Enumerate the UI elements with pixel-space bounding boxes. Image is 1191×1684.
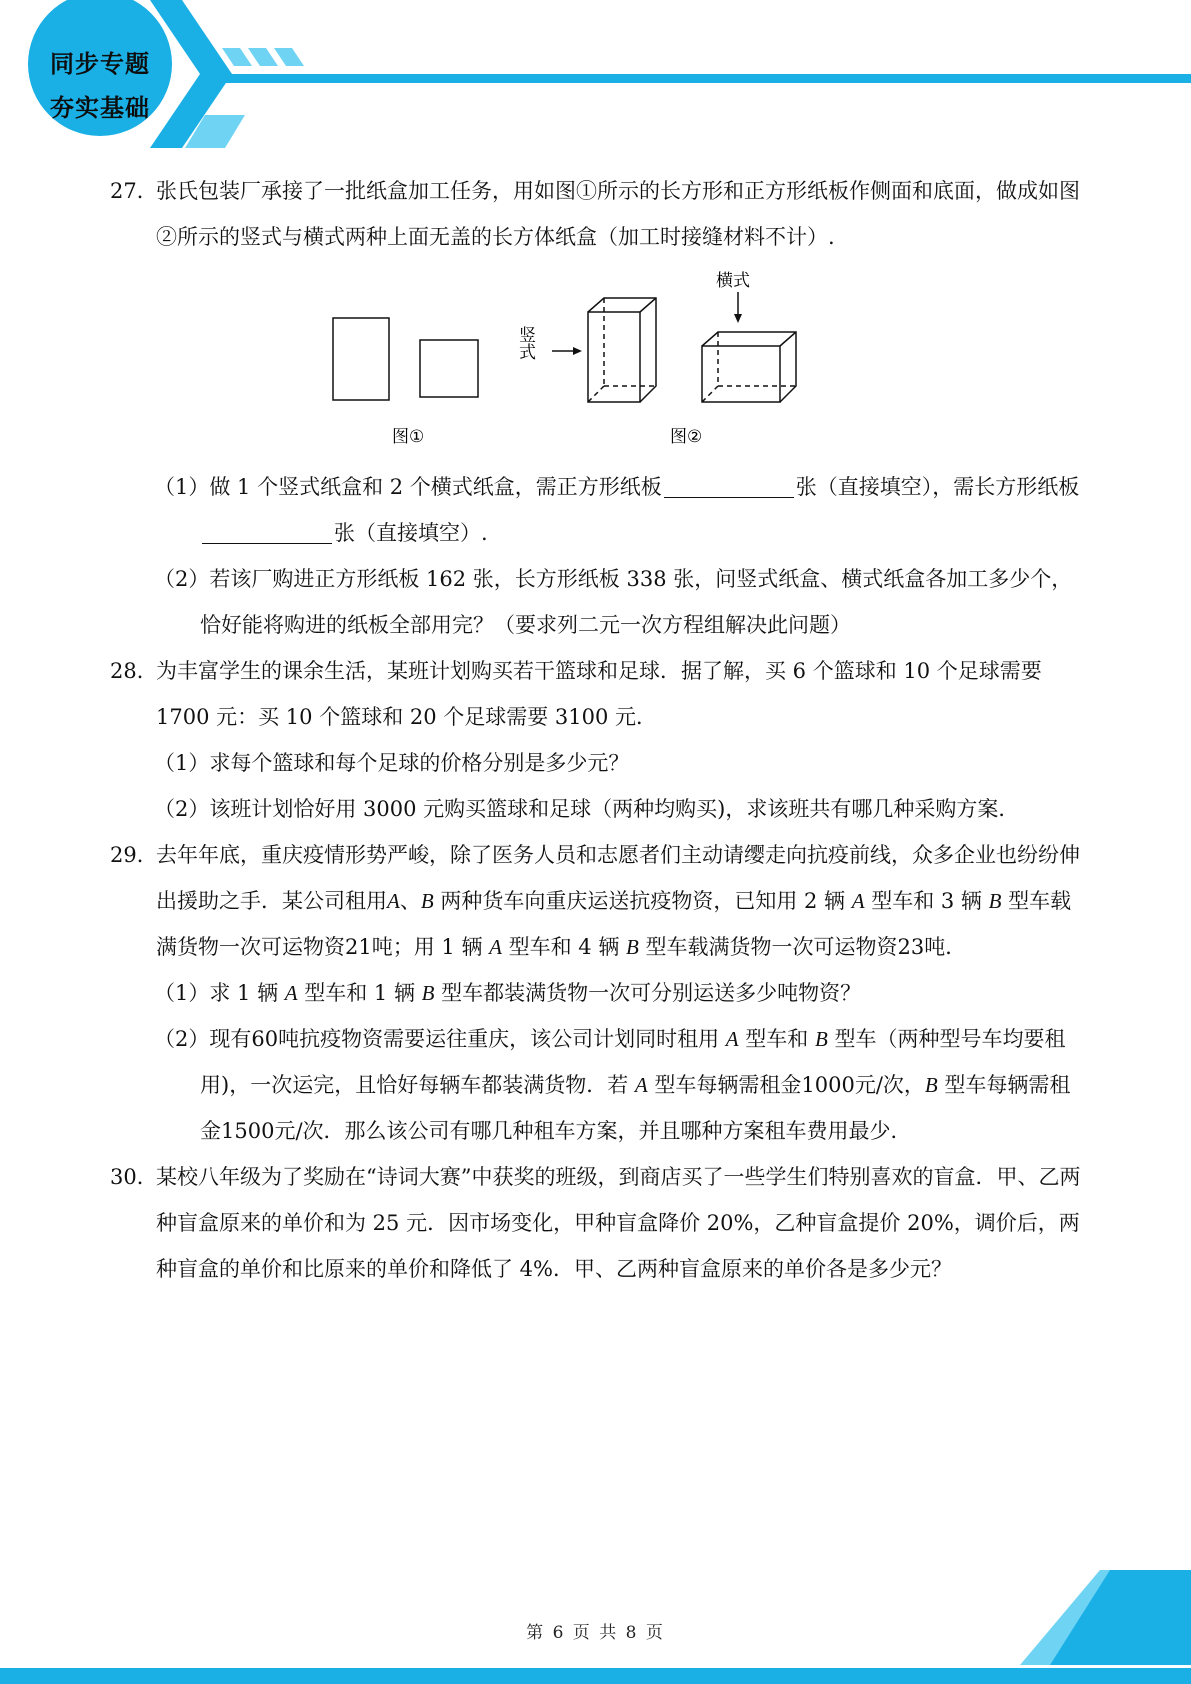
part-text: 张（直接填空）. — [334, 521, 488, 545]
variable-a: A — [725, 1027, 739, 1051]
variable-a: A — [851, 889, 865, 913]
rectangle-board — [333, 318, 389, 400]
question-text: 张氏包装厂承接了一批纸盒加工任务，用如图①所示的长方形和正方形纸板作侧面和底面，做成如图②所示的竖式与横式两种上面无盖的长方体纸盒（加工时接缝材料不计）. — [156, 179, 1080, 249]
variable-b: B — [420, 889, 434, 913]
part-text: 型车（两种型号车均要租用)，一次运完，且恰好每辆车都装满货物．若 — [200, 1027, 1066, 1097]
question-27 — [110, 168, 1085, 260]
header-line — [200, 74, 1191, 83]
question-text: 型车和 3 辆 — [864, 889, 989, 913]
part-text: 型车都装满货物一次可分别运送多少吨物资？ — [434, 981, 862, 1005]
worksheet-content — [110, 168, 1085, 1292]
question-number: 28． — [110, 659, 158, 683]
box-figure — [330, 268, 850, 458]
horizontal-box — [702, 332, 796, 402]
variable-a: A — [387, 889, 400, 913]
header-dash-3 — [274, 48, 304, 66]
figure-1-caption: 图① — [392, 427, 425, 447]
variable-a: A — [489, 935, 502, 959]
question-28 — [110, 648, 1085, 740]
question-text: 吨． — [924, 935, 967, 959]
part-text: （2）现有 — [154, 1027, 252, 1051]
variable-b: B — [814, 1027, 828, 1051]
header-dash-1 — [222, 48, 252, 66]
badge-line-1: 同步专题 — [50, 50, 150, 78]
question-text: 两种货车向重庆运送抗疫物资，已知用 2 辆 — [433, 889, 852, 913]
question-number: 30． — [110, 1165, 158, 1189]
horizontal-arrow-head — [734, 314, 742, 323]
variable-b: B — [924, 1073, 938, 1097]
part-text: 张（直接填空），需长方形纸板 — [795, 475, 1080, 499]
vertical-arrow-head — [573, 347, 582, 355]
part-text: 型车每辆需租金 — [200, 1073, 1071, 1143]
horizontal-label: 横式 — [716, 271, 750, 291]
question-text: 型车载满货物一次可运物资 — [156, 889, 1072, 959]
question-27-part-2: （2）若该厂购进正方形纸板 162 张，长方形纸板 338 张，问竖式纸盒、横式纸盒各加工多少个，恰好能将购进的纸板全部用完？（要求列二元一次方程组解决此问题） — [154, 567, 1073, 637]
part-text: 元/次．那么该公司有哪几种租车方案，并且哪种方案租车费用最少． — [274, 1119, 912, 1143]
number-value: 23 — [897, 935, 925, 959]
part-text: （1）做 1 个竖式纸盒和 2 个横式纸盒，需正方形纸板 — [154, 475, 662, 499]
number-value: 60 — [251, 1027, 279, 1051]
footer-line — [0, 1668, 1191, 1684]
question-28-part-1: （1）求每个篮球和每个足球的价格分别是多少元？ — [154, 751, 630, 775]
part-text: 型车和 — [738, 1027, 815, 1051]
question-number: 29． — [110, 843, 158, 867]
question-number: 27． — [110, 179, 158, 203]
part-text: 吨抗疫物资需要运往重庆，该公司计划同时租用 — [278, 1027, 726, 1051]
part-text: 型车和 1 辆 — [297, 981, 422, 1005]
question-27-part-1 — [110, 464, 1085, 556]
vertical-label: 竖式 — [515, 326, 535, 360]
number-value: 21 — [345, 935, 372, 959]
question-text: 吨；用 1 辆 — [371, 935, 490, 959]
variable-a: A — [284, 981, 298, 1005]
question-text: 为丰富学生的课余生活，某班计划购买若干篮球和足球．据了解，买 6 个篮球和 10 个足球需要 1700 元：买 10 个篮球和 20 个足球需要 3100 元． — [156, 659, 1042, 729]
question-28-part-2: （2）该班计划恰好用 3000 元购买篮球和足球（两种均购买)，求该班共有哪几种采购方案． — [154, 797, 1020, 821]
question-29-part-2 — [110, 1016, 1085, 1154]
part-text: 型车每辆需租金 — [647, 1073, 802, 1097]
header-dash-2 — [248, 48, 278, 66]
part-text: 元/次， — [854, 1073, 925, 1097]
question-29 — [110, 832, 1085, 970]
header-banner — [0, 0, 1191, 160]
part-text: （1）求 1 辆 — [154, 981, 285, 1005]
question-text: 去年年底，重庆疫情形势严峻，除了医务人员和志愿者们主动请缨走向抗疫前线，众多企业也纷纷伸出援助之手．某公司租用 — [156, 843, 1080, 913]
answer-blank-rectangle[interactable] — [202, 521, 332, 544]
figure-2-caption: 图② — [670, 427, 703, 447]
page-number: 第 6 页 共 8 页 — [526, 1623, 665, 1643]
variable-b: B — [988, 889, 1002, 913]
question-text: 型车载满货物一次可运物资 — [638, 935, 898, 959]
variable-a: A — [634, 1073, 648, 1097]
variable-b: B — [626, 935, 639, 959]
vertical-box — [588, 298, 656, 402]
question-30 — [110, 1154, 1085, 1292]
question-text: 、 — [399, 889, 421, 913]
question-text: 某校八年级为了奖励在“诗词大赛”中获奖的班级，到商店买了一些学生们特别喜欢的盲盒．甲、乙两种盲盒原来的单价和为 25 元．因市场变化，甲种盲盒降价 20%，乙种盲盒提价 20%，调价后，两种盲盒的单价和比原来的单价和降低了 4%．甲、乙两种盲盒原来的单价各是多少元？ — [156, 1165, 1081, 1281]
question-29-part-1 — [110, 970, 1085, 1016]
header-badge — [40, 42, 160, 130]
square-board — [420, 340, 478, 397]
question-text: 型车和 4 辆 — [501, 935, 627, 959]
variable-b: B — [421, 981, 435, 1005]
number-value: 1000 — [801, 1073, 855, 1097]
answer-blank-square[interactable] — [664, 475, 794, 498]
badge-line-2: 夯实基础 — [50, 94, 150, 122]
number-value: 1500 — [221, 1119, 275, 1143]
